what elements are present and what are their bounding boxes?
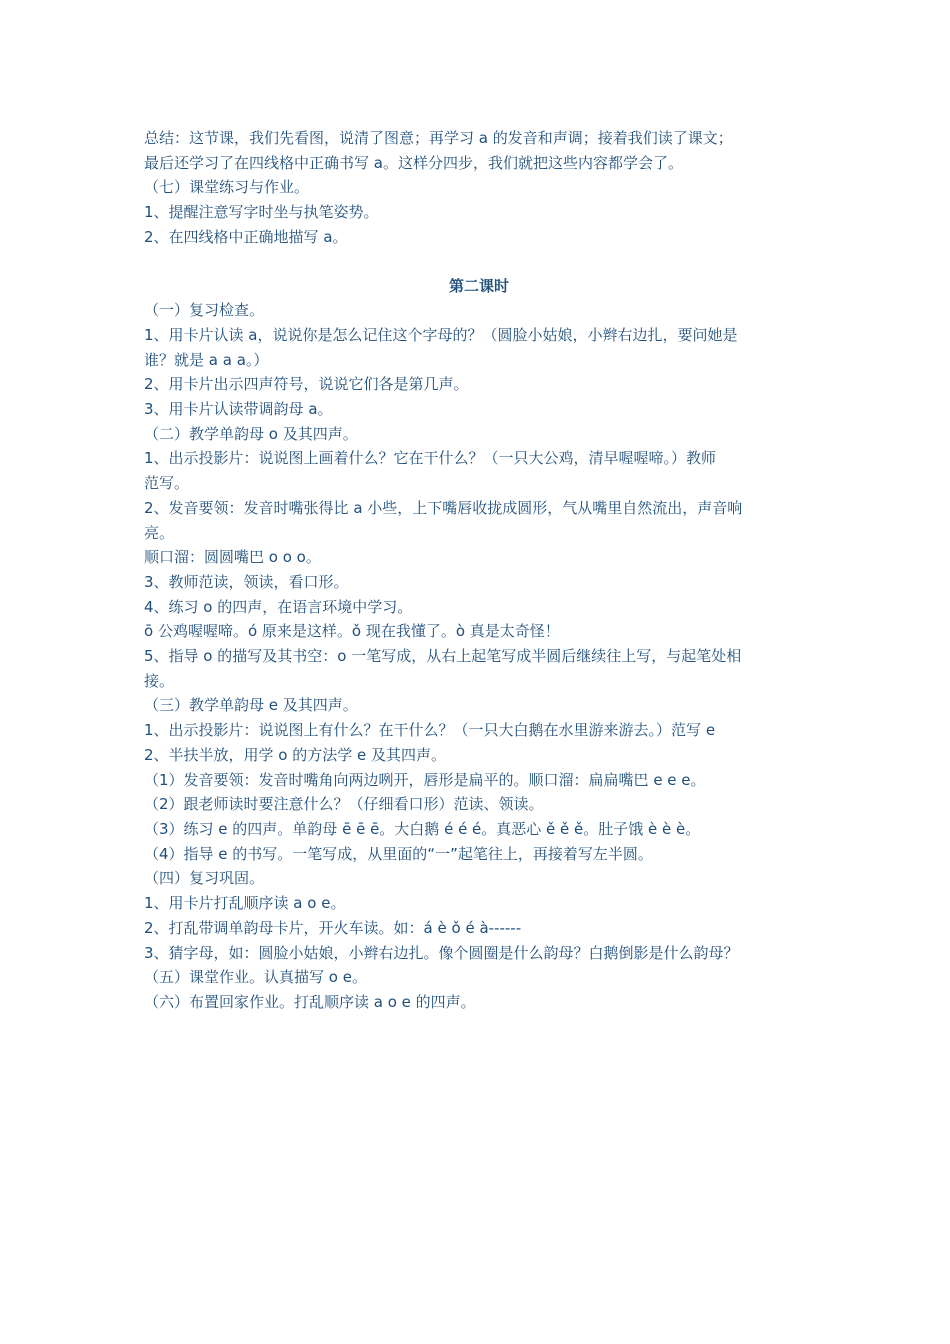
text-line: （七）课堂练习与作业。: [144, 178, 310, 197]
text-line: 1、用卡片认读 a，说说你是怎么记住这个字母的？（圆脸小姑娘，小辫右边扎，要问她是: [144, 325, 738, 344]
lesson-heading: 第二课时: [448, 276, 509, 295]
text-line: 1、提醒注意写字时坐与执笔姿势。: [144, 203, 379, 222]
text-line: 总结：这节课，我们先看图，说清了图意；再学习 a 的发音和声调；接着我们读了课文；: [144, 129, 733, 147]
text-line: 5、指导 o 的描写及其书空：o 一笔写成，从右上起笔写成半圆后继续往上写，与起笔处相: [144, 647, 742, 666]
text-line: 2、在四线格中正确地描写 a。: [144, 227, 348, 246]
text-line: （2）跟老师读时要注意什么？（仔细看口形）范读、领读。: [144, 795, 544, 814]
text-line: （4）指导 e 的书写。一笔写成，从里面的“一”起笔往上，再接着写左半圆。: [144, 844, 653, 863]
text-line: 接。: [144, 671, 175, 690]
text-line: 1、出示投影片：说说图上有什么？在干什么？（一只大白鹅在水里游来游去。）范写 e: [144, 721, 716, 740]
text-line: 1、出示投影片：说说图上画着什么？它在干什么？（一只大公鸡，清早喔喔啼。）教师: [144, 449, 717, 468]
text-line: （六）布置回家作业。打乱顺序读 a o e 的四声。: [144, 992, 476, 1011]
text-line: ō 公鸡喔喔啼。ó 原来是这样。ǒ 现在我懂了。ò 真是太奇怪！: [144, 622, 560, 641]
second-lesson-section: [144, 298, 814, 1014]
text-line: （一）复习检查。: [144, 301, 265, 320]
text-line: （1）发音要领：发音时嘴角向两边咧开，唇形是扁平的。顺口溜：扁扁嘴巴 e e e。: [144, 770, 706, 789]
text-line: 3、猜字母，如：圆脸小姑娘，小辫右边扎。像个圆圈是什么韵母？白鹅倒影是什么韵母？: [144, 943, 739, 962]
text-line: 谁？就是 a a a。）: [144, 350, 269, 369]
text-line: 亮。: [144, 523, 175, 542]
text-line: （五）课堂作业。认真描写 o e。: [144, 968, 367, 987]
text-line: 2、半扶半放，用学 o 的方法学 e 及其四声。: [144, 745, 447, 764]
text-line: （3）练习 e 的四声。单韵母 ē ē ē。大白鹅 é é é。真恶心 ě ě ě。肚子饿 è è è。: [144, 819, 701, 838]
text-line: （四）复习巩固。: [144, 869, 265, 888]
text-line: 最后还学习了在四线格中正确书写 a。这样分四步，我们就把这些内容都学会了。: [144, 153, 683, 172]
document-page: [144, 126, 814, 1015]
text-line: （三）教学单韵母 e 及其四声。: [144, 696, 358, 715]
text-line: 1、用卡片打乱顺序读 a o e。: [144, 894, 346, 913]
text-line: 2、发音要领：发音时嘴张得比 a 小些，上下嘴唇收拢成圆形，气从嘴里自然流出，声音响: [144, 498, 743, 517]
text-line: 2、打乱带调单韵母卡片，开火车读。如：á è ǒ é à------: [144, 918, 522, 937]
text-line: 3、用卡片认读带调韵母 a。: [144, 400, 333, 419]
text-line: 2、用卡片出示四声符号，说说它们各是第几声。: [144, 375, 469, 394]
section-spacer: [144, 250, 814, 274]
text-line: 4、练习 o 的四声，在语言环境中学习。: [144, 597, 413, 616]
summary-section: [144, 126, 814, 250]
text-line: 3、教师范读，领读，看口形。: [144, 572, 349, 591]
text-line: 顺口溜：圆圆嘴巴 o o o。: [144, 548, 321, 567]
text-line: 范写。: [144, 474, 190, 493]
text-line: （二）教学单韵母 o 及其四声。: [144, 424, 358, 443]
